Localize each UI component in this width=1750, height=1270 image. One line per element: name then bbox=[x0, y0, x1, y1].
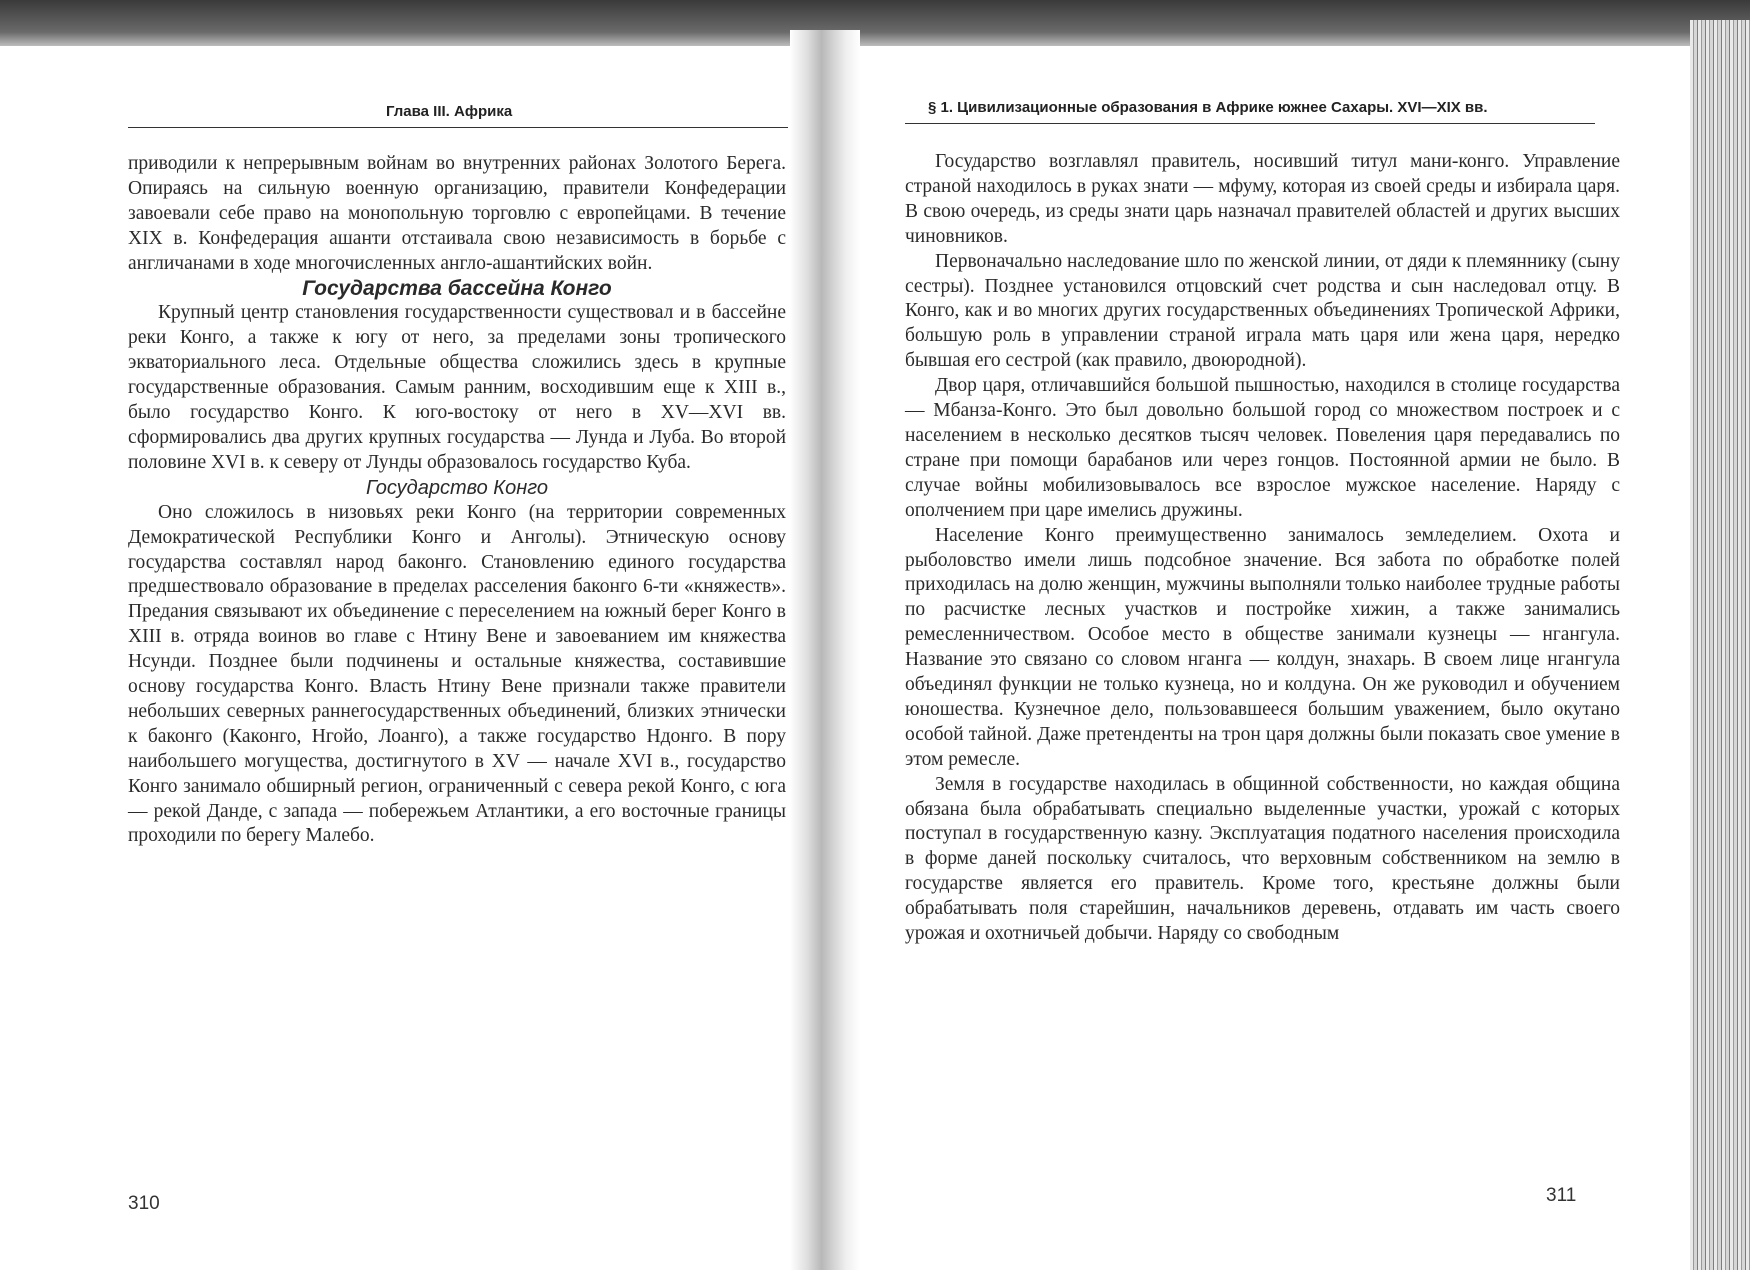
book-spine-gutter bbox=[790, 30, 860, 1270]
paragraph: Двор царя, отличавшийся большой пышностью, находился в столице государства — Мбанза-Конго. Это был довольно большой город со множеством построек и с населением в несколько десятков тысяч человек. Повеления царя передавались по стране при помощи барабанов или через гонцов. Постоянной армии не было. В случае войны мобилизовывалось все взрослое мужское население. Наряду с ополчением при царе имелись дружины. bbox=[905, 375, 1620, 521]
left-page-body bbox=[128, 152, 786, 849]
right-page-body bbox=[905, 150, 1620, 947]
paragraph: Государство возглавлял правитель, носивший титул мани-конго. Управление страной находилось в руках знати — мфуму, которая из своей среды и избирала царя. В свою очередь, из среды знати царь назначал правителей областей и других высших чиновников. bbox=[905, 151, 1620, 247]
page-number-left: 310 bbox=[128, 1193, 160, 1214]
subsection-heading: Государство Конго bbox=[366, 476, 548, 499]
header-rule-right bbox=[905, 123, 1595, 124]
subsection-paragraph: Оно сложилось в низовьях реки Конго (на территории современных Демократической Республики Конго и Анголы). Этническую основу государства составлял народ баконго. Становлению единого государства предшествовало образование в пределах расселения баконго 6-ти «княжеств». Предания связывают их объединение с переселением на южный берег Конго в XIII в. отряда воинов во главе с Нтину Вене и завоеванием им княжества Нсунди. Позднее были подчинены и остальные княжества, составившие основу государства Конго. Власть Нтину Вене признали также правители небольших северных раннегосударственных объединений, близких этнически к баконго (Каконго, Нгойо, Лоанго), а также государство Ндонго. В пору наибольшего могущества, достигнутого в XV — начале XVI в., государство Конго занимало обширный регион, ограниченный с севера рекой Конго, с юга — рекой Данде, с запада — побережьем Атлантики, а его восточные границы проходили по берегу Малебо. bbox=[128, 501, 786, 847]
page-edges-stack bbox=[1690, 20, 1750, 1270]
header-rule-left bbox=[128, 127, 788, 128]
running-head-right: § 1. Цивилизационные образования в Африке южнее Сахары. XVI—XIX вв. bbox=[928, 99, 1488, 116]
right-page bbox=[860, 0, 1690, 1270]
section-heading: Государства бассейна Конго bbox=[302, 276, 612, 300]
running-head-left: Глава III. Африка bbox=[386, 103, 513, 120]
paragraph: Первоначально наследование шло по женской линии, от дяди к племяннику (сыну сестры). Позднее установился отцовский счет родства и сын наследовал отцу. В Конго, как и во многих других государственных объединениях Тропической Африки, большую роль в управлении страной играла мать царя или жена царя, нередко бывшая его сестрой (как правило, двоюродной). bbox=[905, 250, 1620, 372]
continuation-paragraph: приводили к непрерывным войнам во внутренних районах Золотого Берега. Опираясь на сильную военную организацию, правители Конфедерации завоевали себе право на монопольную торговлю с европейцами. В течение XIX в. Конфедерация ашанти отстаивала свою независимость в борьбе с англичанами в ходе многочисленных англо-ашантийских войн. bbox=[128, 153, 786, 274]
paragraph: Население Конго преимущественно занималось земледелием. Охота и рыболовство имели лишь подсобное значение. Вся забота по обработке полей приходилась на долю женщин, мужчины выполняли только наиболее трудные работы по расчистке лесных участков и постройке хижин, а также занимались ремесленничеством. Особое место в обществе занимали кузнецы — нгангула. Название это связано со словом нганга — колдун, знахарь. В своем лице нгангула объединял функции не только кузнеца, но и колдуна. Он же руководил и обучением юношества. Кузнечное дело, пользовавшееся большим уважением, было окутано особой тайной. Даже претенденты на трон царя должны были показать свое умение в этом ремесле. bbox=[905, 524, 1620, 770]
paragraph: Земля в государстве находилась в общинной собственности, но каждая община обязана была обрабатывать специально выделенные участки, урожай с которых поступал в государственную казну. Эксплуатация податного населения происходила в форме даней поскольку считалось, что верховным собственником на землю в государстве является его правитель. Кроме того, крестьяне должны были обрабатывать поля старейшин, начальников деревень, отдавать им часть своего урожая и охотничьей добычи. Наряду со свободным bbox=[905, 773, 1620, 945]
page-number-right: 311 bbox=[1546, 1185, 1577, 1206]
section-paragraph: Крупный центр становления государственности существовал и в бассейне реки Конго, а также к югу от него, за пределами зоны тропического экваториального леса. Отдельные общества сложились здесь в крупные государственные образования. Самым ранним, восходившим еще к XIII в., было государство Конго. К юго-востоку от него в XV—XVI вв. сформировались два других крупных государства — Лунда и Луба. Во второй половине XVI в. к северу от Лунды образовалось государство Куба. bbox=[128, 302, 786, 473]
left-page bbox=[0, 0, 800, 1270]
